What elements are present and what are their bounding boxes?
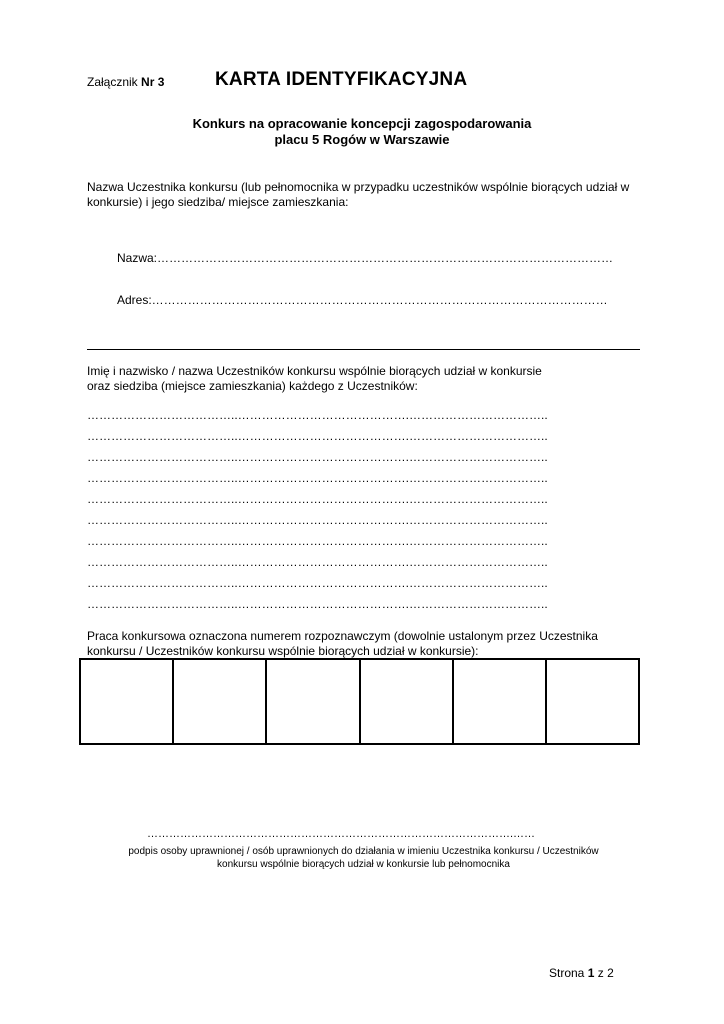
page-label: Strona xyxy=(549,966,585,980)
competition-title-line1: Konkurs na opracowanie koncepcji zagospodarowania xyxy=(192,116,532,131)
identification-digit-box[interactable] xyxy=(454,660,547,743)
entry-line[interactable]: ………………………………..…………………………………….…………………………….. xyxy=(87,450,548,464)
page-total: 2 xyxy=(607,966,614,980)
attachment-label xyxy=(87,75,164,89)
identification-digit-box[interactable] xyxy=(361,660,454,743)
signature-caption xyxy=(87,845,640,871)
signature-line[interactable]: ……………………………………………………………………………………….…… xyxy=(147,828,536,840)
entry-line[interactable]: ………………………………..…………………………………….…………………………….. xyxy=(87,429,548,443)
name-field[interactable]: Nazwa:…………………………………………………………………………………………………… xyxy=(117,251,614,265)
entry-line[interactable]: ………………………………..…………………………………….…………………………….. xyxy=(87,492,548,506)
identification-digit-box[interactable] xyxy=(547,660,638,743)
joint-participants-instruction xyxy=(87,364,647,394)
identification-number-boxes xyxy=(79,658,640,745)
entry-line[interactable]: ………………………………..…………………………………….…………………………….. xyxy=(87,576,548,590)
signature-caption-line2: konkursu wspólnie biorących udział w konkursie lub pełnomocnika xyxy=(217,859,510,870)
identification-digit-box[interactable] xyxy=(174,660,267,743)
attachment-prefix: Załącznik xyxy=(87,75,138,89)
identification-number-instruction: Praca konkursowa oznaczona numerem rozpoznawczym (dowolnie ustalonym przez Uczestnika konkursu / Uczestników konkursu wspólnie biorących udział w konkursie): xyxy=(87,629,598,658)
participant-name-instruction: Nazwa Uczestnika konkursu (lub pełnomocnika w przypadku uczestników wspólnie biorących udział w konkursie) i jego siedziba/ miejsce zamieszkania: xyxy=(87,180,630,209)
entry-line[interactable]: ………………………………..…………………………………….…………………………….. xyxy=(87,471,548,485)
page-current: 1 xyxy=(587,966,595,980)
identification-digit-box[interactable] xyxy=(267,660,360,743)
joint-participants-instruction-line2: oraz siedziba (miejsce zamieszkania) każdego z Uczestników: xyxy=(87,379,418,393)
identification-digit-box[interactable] xyxy=(81,660,174,743)
page-separator: z xyxy=(597,966,604,980)
entry-line[interactable]: ………………………………..…………………………………….…………………………….. xyxy=(87,513,548,527)
address-field[interactable]: Adres:…………………………………………………………………………………………………… xyxy=(117,293,608,307)
entry-line[interactable]: ………………………………..…………………………………….…………………………….. xyxy=(87,555,548,569)
attachment-number: Nr 3 xyxy=(141,75,165,89)
entry-line[interactable]: ………………………………..…………………………………….…………………………….. xyxy=(87,408,548,422)
joint-participants-lines xyxy=(87,405,607,615)
page-number xyxy=(549,966,614,980)
joint-participants-instruction-line1: Imię i nazwisko / nazwa Uczestników konkursu wspólnie biorących udział w konkursie xyxy=(87,364,542,378)
entry-line[interactable]: ………………………………..…………………………………….…………………………….. xyxy=(87,534,548,548)
entry-line[interactable]: ………………………………..…………………………………….…………………………….. xyxy=(87,597,548,611)
signature-caption-line1: podpis osoby uprawnionej / osób uprawnionych do działania w imieniu Uczestnika konkursu / Uczestników xyxy=(128,846,599,857)
competition-title-line2: placu 5 Rogów w Warszawie xyxy=(274,132,450,147)
page-title: KARTA IDENTYFIKACYJNA xyxy=(215,69,468,90)
section-divider xyxy=(87,349,640,350)
